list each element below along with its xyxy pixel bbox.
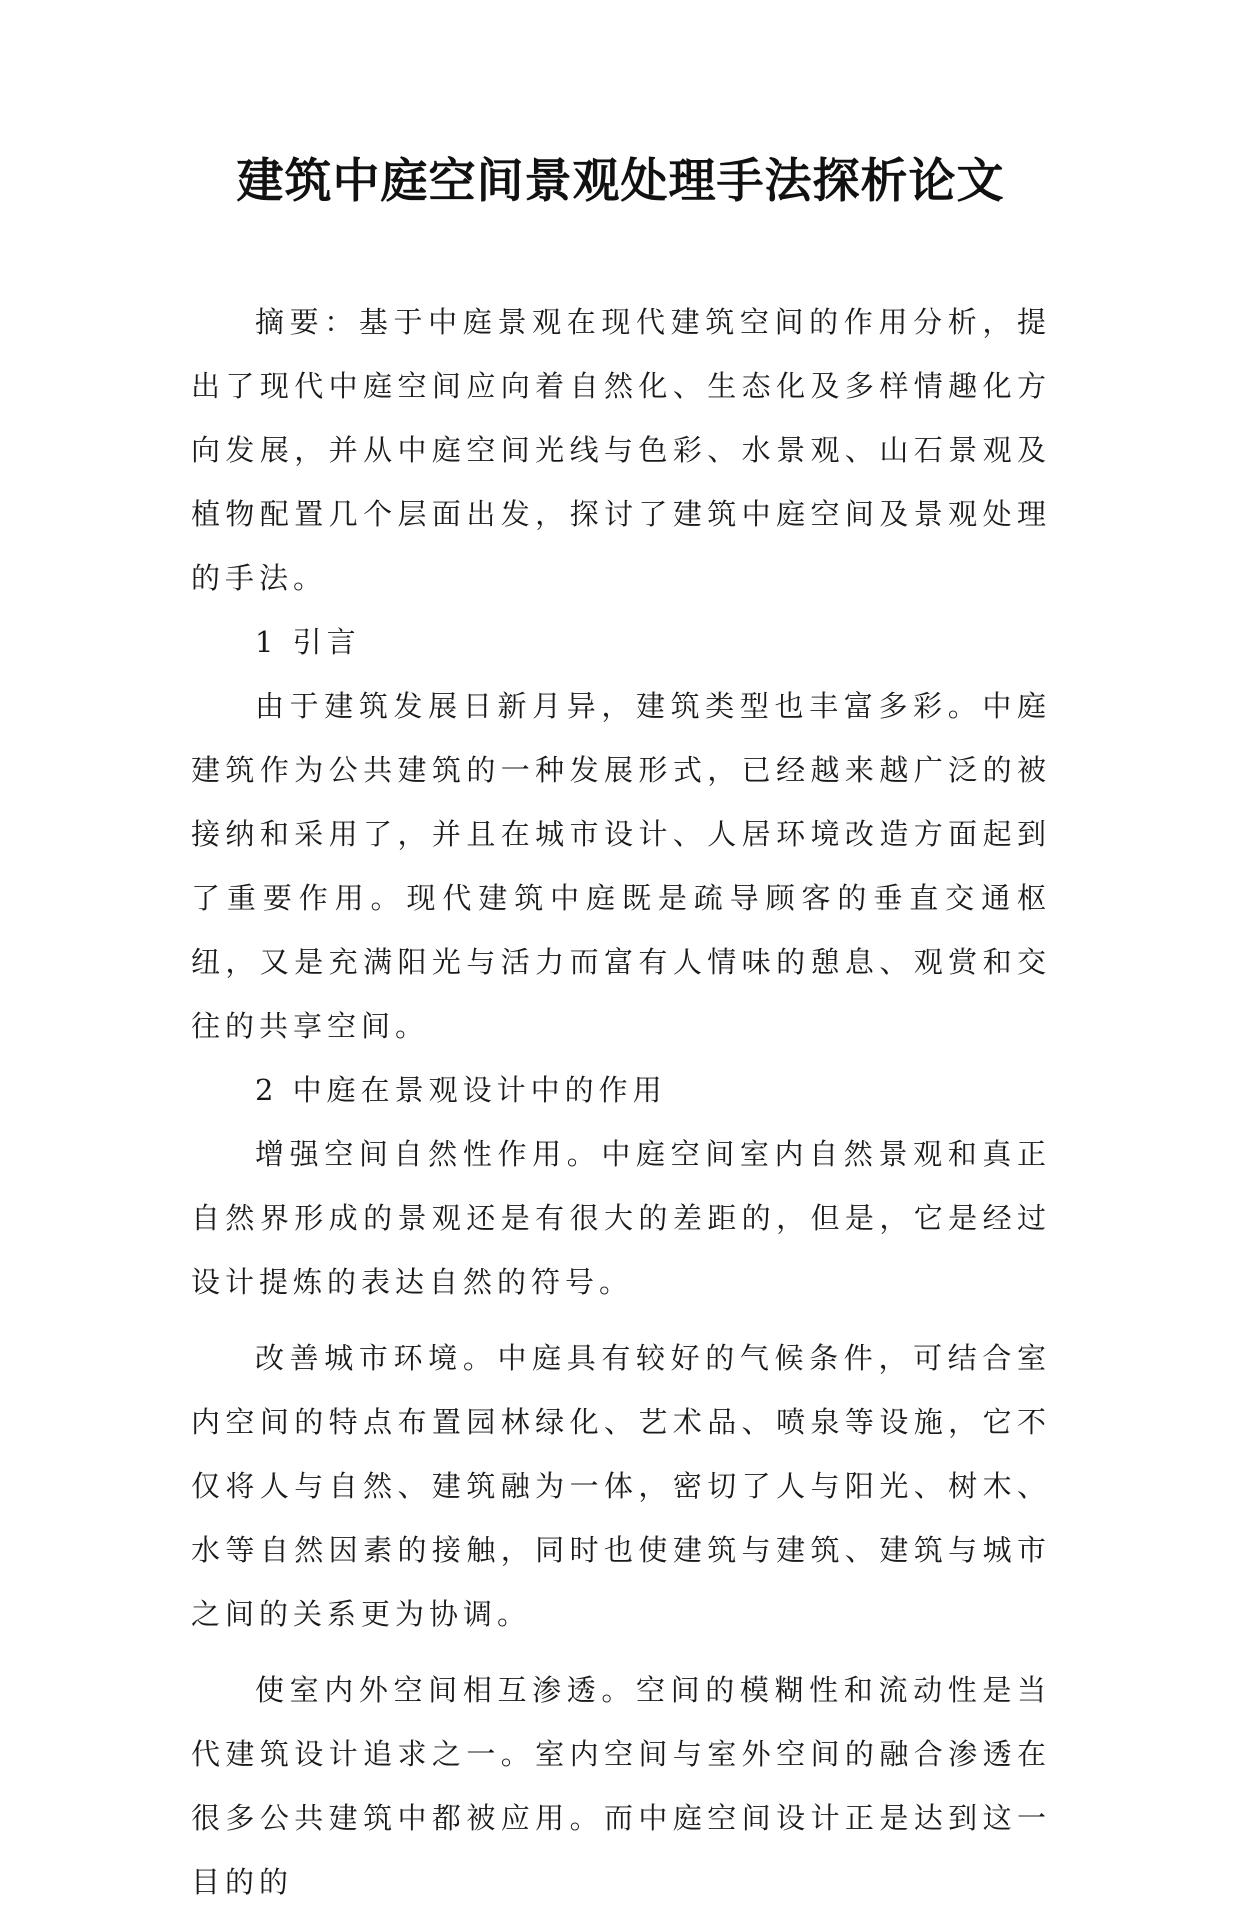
section-2-paragraph-1: 增强空间自然性作用。中庭空间室内自然景观和真正自然界形成的景观还是有很大的差距的，但是，它是经过设计提炼的表达自然的符号。 (191, 1137, 1051, 1299)
section-2-paragraph-3: 使室内外空间相互渗透。空间的模糊性和流动性是当代建筑设计追求之一。室内空间与室外空间的融合渗透在很多公共建筑中都被应用。而中庭空间设计正是达到这一目的的 (191, 1673, 1051, 1899)
section-2-heading: 2 中庭在景观设计中的作用 (255, 1073, 667, 1107)
section-1-heading: 1 引言 (255, 625, 361, 659)
document-body (191, 290, 1051, 1914)
document-title: 建筑中庭空间景观处理手法探析论文 (236, 154, 1005, 209)
section-2-paragraph-2: 改善城市环境。中庭具有较好的气候条件，可结合室内空间的特点布置园林绿化、艺术品、喷泉等设施，它不仅将人与自然、建筑融为一体，密切了人与阳光、树木、水等自然因素的接触，同时也使建筑与建筑、建筑与城市之间的关系更为协调。 (191, 1341, 1051, 1631)
section-1-paragraph: 由于建筑发展日新月异，建筑类型也丰富多彩。中庭建筑作为公共建筑的一种发展形式，已经越来越广泛的被接纳和采用了，并且在城市设计、人居环境改造方面起到了重要作用。现代建筑中庭既是疏导顾客的垂直交通枢纽，又是充满阳光与活力而富有人情味的憩息、观赏和交往的共享空间。 (191, 689, 1051, 1043)
abstract-paragraph: 摘要：基于中庭景观在现代建筑空间的作用分析，提出了现代中庭空间应向着自然化、生态化及多样情趣化方向发展，并从中庭空间光线与色彩、水景观、山石景观及植物配置几个层面出发，探讨了建筑中庭空间及景观处理的手法。 (191, 305, 1051, 595)
